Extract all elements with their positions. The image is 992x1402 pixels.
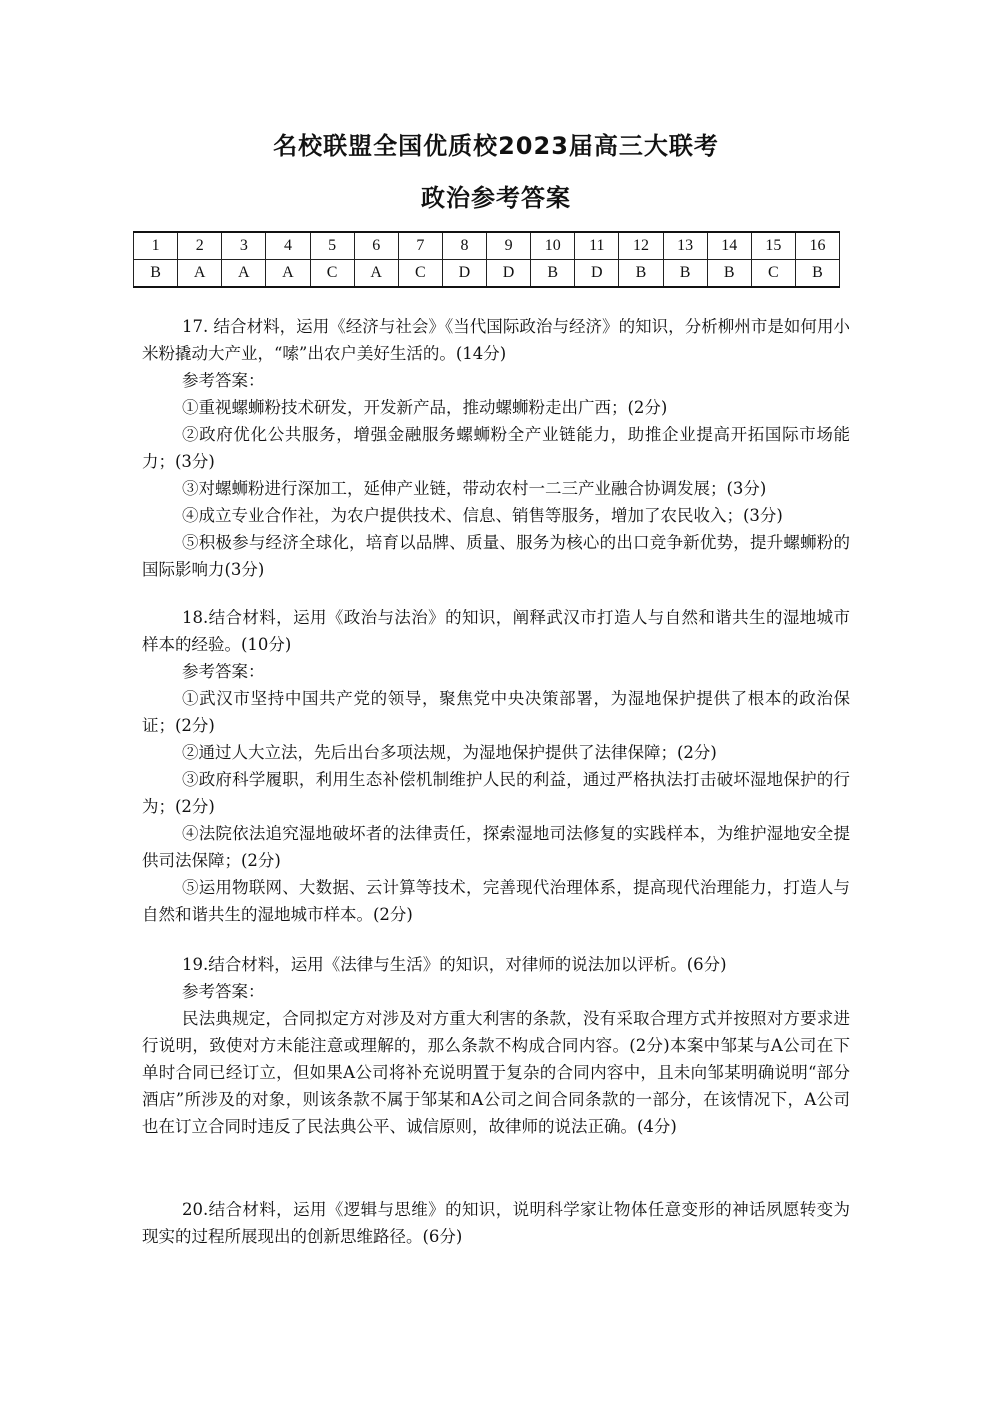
answer-point: ⑤运用物联网、大数据、云计算等技术，完善现代治理体系，提高现代治理能力，打造人与自然和谐共生的湿地城市样本。(2分) (142, 878, 850, 924)
question-19-block (142, 951, 850, 1140)
reference-answer-label: 参考答案： (182, 371, 265, 390)
answer-point: ②政府优化公共服务，增强金融服务螺蛳粉全产业链能力，助推企业提高开拓国际市场能力；(3分) (142, 425, 850, 471)
question-18-prompt: 18.结合材料，运用《政治与法治》的知识，阐释武汉市打造人与自然和谐共生的湿地城市样本的经验。(10分) (142, 608, 850, 654)
answer-paragraph: 民法典规定，合同拟定方对涉及对方重大利害的条款，没有采取合理方式并按照对方要求进行说明，致使对方未能注意或理解的，那么条款不构成合同内容。(2分)本案中邹某与A公司在下单时合同已经订立，但如果A公司将补充说明置于复杂的合同内容中，且未向邹某明确说明“部分酒店”所涉及的对象，则该条款不属于邹某和A公司之间合同条款的一部分，在该情况下，A公司也在订立合同时违反了民法典公平、诚信原则，故律师的说法正确。(4分) (142, 1009, 850, 1136)
page-title: 名校联盟全国优质校2023届高三大联考 (273, 132, 719, 160)
answer-letter: A (354, 260, 398, 288)
question-number: 5 (310, 232, 354, 260)
answer-letter: B (619, 260, 663, 288)
answer-letter: D (442, 260, 486, 288)
answer-letter: B (663, 260, 707, 288)
answer-point: ②通过人大立法，先后出台多项法规，为湿地保护提供了法律保障；(2分) (182, 743, 717, 762)
question-number: 1 (134, 232, 178, 260)
question-number: 6 (354, 232, 398, 260)
question-20-prompt: 20.结合材料，运用《逻辑与思维》的知识，说明科学家让物体任意变形的神话夙愿转变为现实的过程所展现出的创新思维路径。(6分) (142, 1200, 850, 1246)
answer-letter: B (134, 260, 178, 288)
reference-answer-label: 参考答案： (182, 662, 265, 681)
answer-letter: B (795, 260, 839, 288)
question-17-prompt: 17. 结合材料，运用《经济与社会》《当代国际政治与经济》的知识，分析柳州市是如何用小米粉撬动大产业，“嗦”出农户美好生活的。(14分) (142, 317, 850, 363)
answer-point: ⑤积极参与经济全球化，培育以品牌、质量、服务为核心的出口竞争新优势，提升螺蛳粉的国际影响力(3分) (142, 533, 850, 579)
answer-letter: B (531, 260, 575, 288)
answer-letter: D (575, 260, 619, 288)
question-number: 9 (487, 232, 531, 260)
answer-point: ①重视螺蛳粉技术研发，开发新产品，推动螺蛳粉走出广西；(2分) (182, 398, 668, 417)
question-19-prompt: 19.结合材料，运用《法律与生活》的知识，对律师的说法加以评析。(6分) (182, 955, 727, 974)
answer-letter: D (487, 260, 531, 288)
answer-letter: C (398, 260, 442, 288)
question-number: 2 (178, 232, 222, 260)
question-number: 16 (795, 232, 839, 260)
answer-point: ④法院依法追究湿地破坏者的法律责任，探索湿地司法修复的实践样本，为维护湿地安全提供司法保障；(2分) (142, 824, 850, 870)
answer-letter: C (310, 260, 354, 288)
answer-letter: A (266, 260, 310, 288)
answer-letter: B (707, 260, 751, 288)
answer-letter: A (178, 260, 222, 288)
question-number: 11 (575, 232, 619, 260)
answer-letter: C (751, 260, 795, 288)
question-17-block (142, 313, 850, 583)
question-number-row (134, 232, 840, 260)
question-number: 15 (751, 232, 795, 260)
answer-point: ③对螺蛳粉进行深加工，延伸产业链，带动农村一二三产业融合协调发展；(3分) (182, 479, 767, 498)
question-number: 10 (531, 232, 575, 260)
question-20-block (142, 1196, 850, 1250)
answer-point: ①武汉市坚持中国共产党的领导，聚焦党中央决策部署，为湿地保护提供了根本的政治保证；(2分) (142, 689, 850, 735)
question-number: 3 (222, 232, 266, 260)
question-number: 14 (707, 232, 751, 260)
answer-row (134, 260, 840, 288)
question-number: 8 (442, 232, 486, 260)
answer-point: ③政府科学履职，利用生态补偿机制维护人民的利益，通过严格执法打击破坏湿地保护的行为；(2分) (142, 770, 850, 816)
answer-key-table (133, 231, 840, 288)
question-number: 13 (663, 232, 707, 260)
answer-letter: A (222, 260, 266, 288)
question-18-block (142, 604, 850, 928)
question-number: 12 (619, 232, 663, 260)
answer-point: ④成立专业合作社，为农户提供技术、信息、销售等服务，增加了农民收入；(3分) (182, 506, 783, 525)
question-number: 4 (266, 232, 310, 260)
page-subtitle: 政治参考答案 (421, 184, 571, 212)
reference-answer-label: 参考答案： (182, 982, 265, 1001)
question-number: 7 (398, 232, 442, 260)
